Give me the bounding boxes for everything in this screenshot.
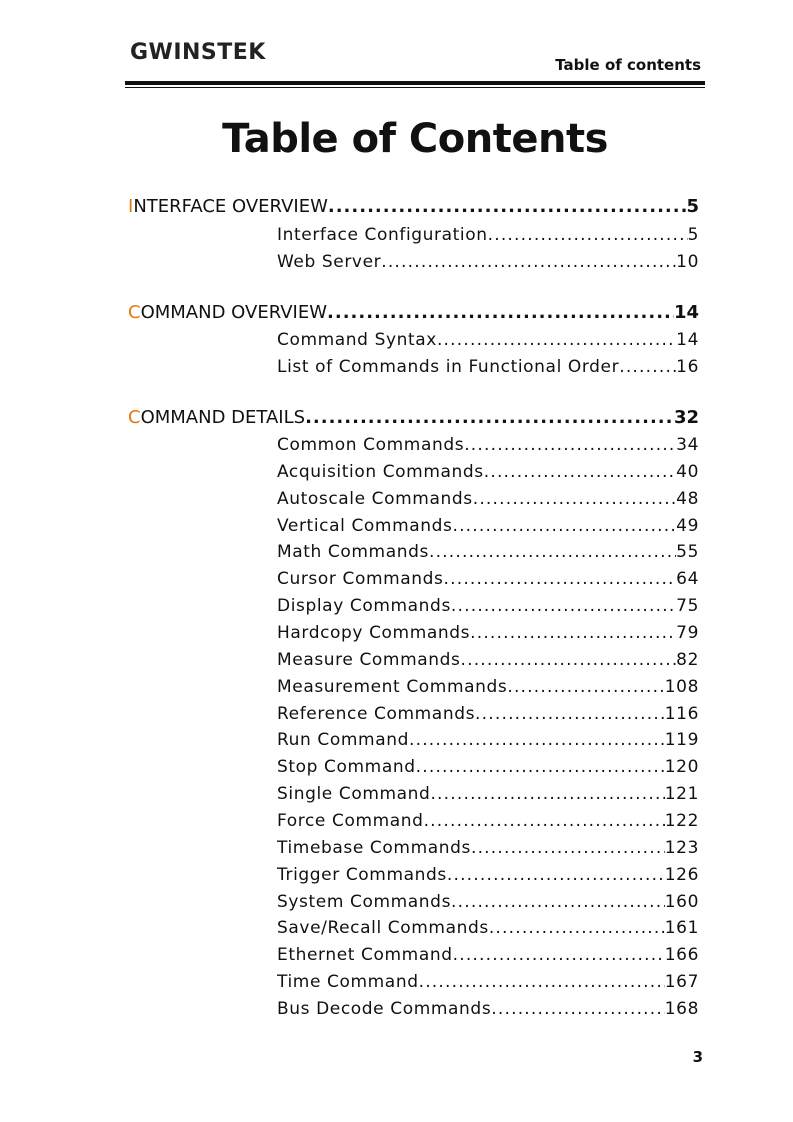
toc-section-initial: C xyxy=(128,302,141,323)
toc-subsection-title: List of Commands in Functional Order xyxy=(277,356,620,377)
toc-leader-dots xyxy=(452,516,676,536)
toc-leader-dots xyxy=(475,704,665,724)
running-header-title: Table of contents xyxy=(555,56,701,74)
toc-subsection-page: 116 xyxy=(664,703,699,724)
toc-subsection-entry[interactable] xyxy=(277,999,699,1019)
toc-subsection-entry[interactable] xyxy=(277,357,699,377)
toc-subsection-page: 5 xyxy=(687,225,699,245)
toc-leader-dots xyxy=(305,407,674,428)
toc-section-entry[interactable] xyxy=(128,407,699,428)
toc-leader-dots xyxy=(473,489,676,509)
toc-leader-dots xyxy=(444,569,677,589)
toc-subsection-page: 126 xyxy=(664,864,699,885)
toc-subsection-page: 75 xyxy=(676,596,699,617)
toc-subsection-page: 14 xyxy=(676,330,699,350)
toc-leader-dots xyxy=(327,302,674,323)
toc-section-page: 5 xyxy=(686,196,699,217)
toc-leader-dots xyxy=(461,650,677,670)
toc-subsection-entry[interactable] xyxy=(277,516,699,536)
page-number: 3 xyxy=(692,1048,703,1066)
toc-subsection-page: 16 xyxy=(676,356,699,377)
toc-subsection-entry[interactable] xyxy=(277,918,699,938)
toc-subsection-title: Save/Recall Commands xyxy=(277,918,489,939)
toc-subsection-page: 123 xyxy=(664,837,699,858)
gwinstek-logo: GWINSTEK xyxy=(130,40,266,65)
toc-leader-dots xyxy=(416,757,665,777)
toc-section-title xyxy=(128,196,328,217)
toc-subsection-entry[interactable] xyxy=(277,623,699,643)
toc-subsection-page: 49 xyxy=(676,515,699,536)
toc-subsection-page: 167 xyxy=(664,972,699,992)
toc-subsection-title: Math Commands xyxy=(277,542,429,563)
toc-subsection-title: System Commands xyxy=(277,891,452,912)
toc-leader-dots xyxy=(471,838,665,858)
toc-subsection-page: 40 xyxy=(676,461,699,482)
toc-leader-dots xyxy=(489,918,665,938)
toc-leader-dots xyxy=(491,999,664,1019)
toc-subsection-entry[interactable] xyxy=(277,650,699,670)
toc-leader-dots xyxy=(430,784,664,804)
toc-leader-dots xyxy=(419,972,665,992)
toc-subsection-page: 79 xyxy=(676,623,699,643)
toc-subsection-page: 121 xyxy=(664,784,699,804)
toc-subsection-page: 108 xyxy=(664,676,699,697)
toc-subsection-title: Run Command xyxy=(277,730,409,751)
toc-leader-dots xyxy=(453,945,665,965)
toc-subsection-page: 64 xyxy=(676,569,699,590)
toc-subsection-page: 119 xyxy=(664,730,699,751)
toc-subsection-title: Autoscale Commands xyxy=(277,488,473,509)
toc-leader-dots xyxy=(381,252,676,272)
toc-subsection-entry[interactable] xyxy=(277,784,699,804)
toc-section-initial: C xyxy=(128,407,141,428)
toc-subsection-title: Force Command xyxy=(277,810,424,831)
toc-subsection-page: 10 xyxy=(676,251,699,272)
toc-subsection-entry[interactable] xyxy=(277,811,699,831)
page-title: Table of Contents xyxy=(222,116,608,162)
toc-subsection-page: 55 xyxy=(676,542,699,563)
toc-section-title xyxy=(128,407,305,428)
toc-subsection-entry[interactable] xyxy=(277,596,699,616)
toc-subsection-page: 48 xyxy=(676,488,699,509)
toc-subsection-page: 168 xyxy=(664,998,699,1019)
toc-subsection-entry[interactable] xyxy=(277,838,699,858)
toc-subsection-entry[interactable] xyxy=(277,462,699,482)
toc-subsection-title: Acquisition Commands xyxy=(277,461,484,482)
toc-subsection-entry[interactable] xyxy=(277,945,699,965)
toc-leader-dots xyxy=(447,865,665,885)
toc-subsection-title: Web Server xyxy=(277,251,382,272)
toc-subsection-title: Common Commands xyxy=(277,435,465,455)
toc-leader-dots xyxy=(464,435,676,455)
toc-subsection-page: 82 xyxy=(676,649,699,670)
toc-subsection-page: 122 xyxy=(664,810,699,831)
toc-subsection-title: Interface Configuration xyxy=(277,225,488,245)
toc-subsection-entry[interactable] xyxy=(277,542,699,562)
toc-subsection-title: Ethernet Command xyxy=(277,945,453,966)
toc-section-rest: OMMAND DETAILS xyxy=(140,407,306,428)
toc-leader-dots xyxy=(507,677,664,697)
toc-leader-dots xyxy=(451,596,676,616)
toc-leader-dots xyxy=(424,811,665,831)
toc-subsection-entry[interactable] xyxy=(277,757,699,777)
toc-subsection-title: Display Commands xyxy=(277,596,451,617)
toc-leader-dots xyxy=(451,892,665,912)
toc-leader-dots xyxy=(470,623,676,643)
toc-subsection-entry[interactable] xyxy=(277,225,699,245)
toc-section-page: 32 xyxy=(673,407,699,428)
toc-leader-dots xyxy=(328,196,687,217)
toc-section-initial: I xyxy=(128,196,134,217)
toc-subsection-title: Time Command xyxy=(277,972,419,992)
toc-subsection-entry[interactable] xyxy=(277,730,699,750)
toc-subsection-entry[interactable] xyxy=(277,569,699,589)
toc-subsection-page: 34 xyxy=(676,435,699,455)
toc-subsection-entry[interactable] xyxy=(277,330,699,350)
toc-section-entry[interactable] xyxy=(128,196,699,217)
toc-subsection-entry[interactable] xyxy=(277,865,699,885)
toc-subsection-title: Bus Decode Commands xyxy=(277,998,492,1019)
toc-subsection-page: 160 xyxy=(664,891,699,912)
toc-subsection-entry[interactable] xyxy=(277,677,699,697)
toc-subsection-title: Trigger Commands xyxy=(277,864,447,885)
toc-subsection-title: Measurement Commands xyxy=(277,676,508,697)
toc-subsection-title: Cursor Commands xyxy=(277,569,444,590)
toc-section-entry[interactable] xyxy=(128,302,699,323)
toc-subsection-entry[interactable] xyxy=(277,252,699,272)
toc-subsection-entry[interactable] xyxy=(277,435,699,455)
toc-subsection-title: Stop Command xyxy=(277,757,416,778)
toc-leader-dots xyxy=(429,542,676,562)
toc-subsection-entry[interactable] xyxy=(277,704,699,724)
toc-subsection-title: Measure Commands xyxy=(277,649,461,670)
toc-section-page: 14 xyxy=(673,302,699,323)
toc-subsection-page: 166 xyxy=(664,945,699,966)
toc-subsection-page: 120 xyxy=(664,757,699,778)
toc-leader-dots xyxy=(484,462,676,482)
toc-subsection-entry[interactable] xyxy=(277,972,699,992)
toc-leader-dots xyxy=(488,225,688,245)
toc-leader-dots xyxy=(409,730,665,750)
toc-subsection-title: Single Command xyxy=(277,784,431,804)
toc-subsection-entry[interactable] xyxy=(277,489,699,509)
toc-subsection-title: Vertical Commands xyxy=(277,515,453,536)
toc-subsection-title: Timebase Commands xyxy=(277,837,471,858)
toc-leader-dots xyxy=(437,330,676,350)
toc-section-rest: OMMAND OVERVIEW xyxy=(140,302,328,323)
toc-section-title xyxy=(128,302,327,323)
toc-subsection-title: Hardcopy Commands xyxy=(277,623,471,643)
toc-leader-dots xyxy=(619,357,676,377)
toc-subsection-entry[interactable] xyxy=(277,892,699,912)
toc-subsection-title: Command Syntax xyxy=(277,330,437,350)
toc-subsection-page: 161 xyxy=(664,918,699,939)
toc-section-rest: NTERFACE OVERVIEW xyxy=(133,196,328,217)
toc-subsection-title: Reference Commands xyxy=(277,703,476,724)
